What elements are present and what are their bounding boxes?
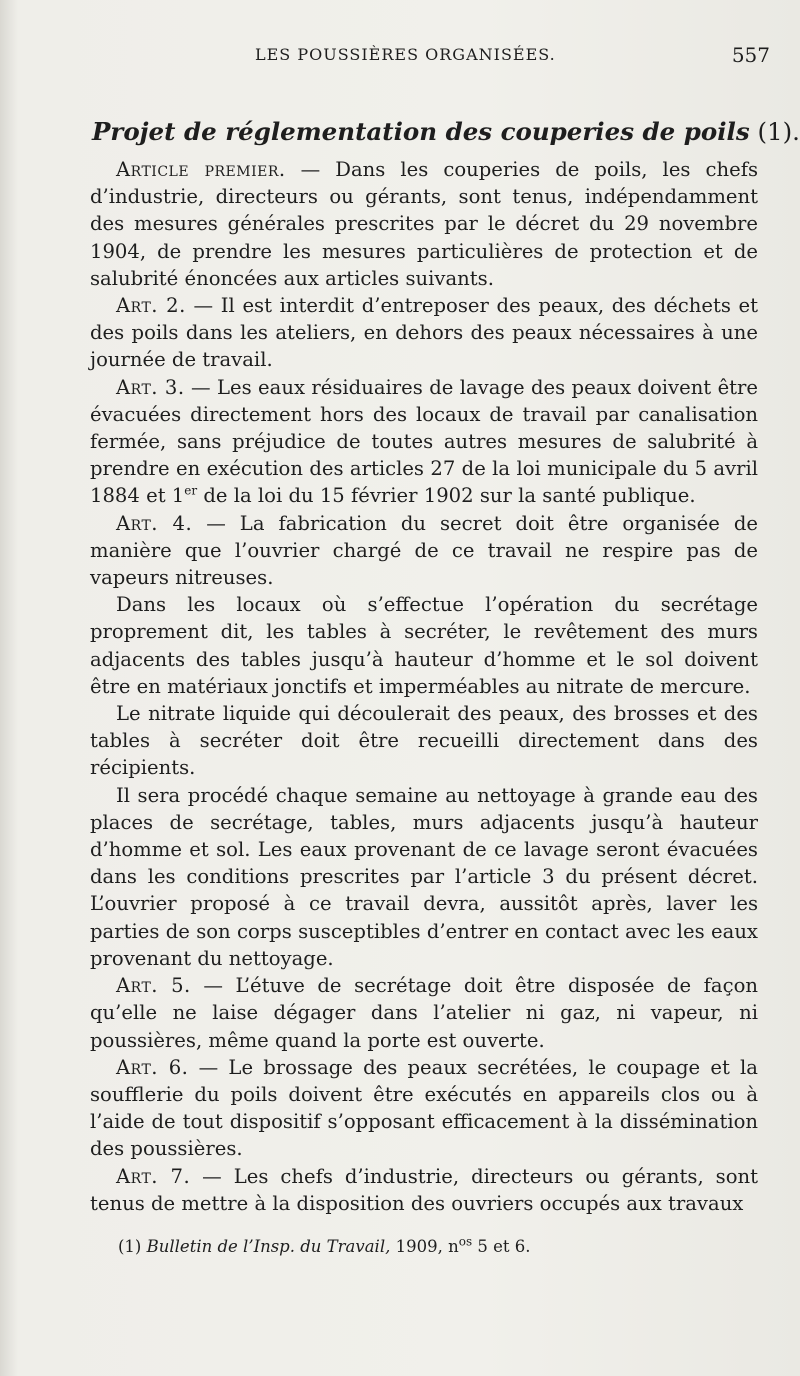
footnote-reference: (1).	[749, 117, 800, 146]
article-label: Art. 4.	[116, 511, 193, 535]
paragraph: Dans les locaux où s’effectue l’opération du secrétage proprement dit, les tables à secréter, le revêtement des murs adjacents des tables jusqu’à hauteur d’homme et le sol doivent être en matériaux jonctifs et imperméables au nitrate de mercure.	[90, 593, 758, 698]
article-text: — Dans les couperies de poils, les chefs d’industrie, directeurs ou gérants, sont tenus, indépendamment des mesures générales prescrites par le décret du 29 novembre 1904, de prendre les mesures particulières de protection et de salubrité énoncées aux articles suivants.	[90, 158, 759, 290]
article-text: — Le brossage des peaux secrétées, le coupage et la soufflerie du poils doivent être exécutés en appareils clos ou à l’aide de tout dispositif s’opposant efficacement à la dissémination des poussières.	[90, 1055, 758, 1161]
article-label: Art. 7.	[116, 1164, 191, 1188]
paragraph: Il sera procédé chaque semaine au nettoyage à grande eau des places de secrétage, tables, murs adjacents jusqu’à hauteur d’homme et sol. Les eaux provenant de ce lavage seront évacuées dans les conditions prescrites par l’article 3 du présent décret. L’ouvrier proposé à ce travail devra, aussitôt après, laver les parties de son corps susceptibles d’entrer en contact avec les eaux provenant du nettoyage.	[90, 783, 758, 970]
footnote-source: Bulletin de l’Insp. du Travail,	[146, 1237, 391, 1256]
superscript: os	[458, 1234, 473, 1249]
article-5	[90, 972, 758, 1054]
article-1	[90, 156, 758, 292]
article-text: — L’étuve de secrétage doit être disposée de façon qu’elle ne laise dégager dans l’atelier ni gaz, ni vapeur, ni poussières, même quand la porte est ouverte.	[90, 974, 759, 1052]
article-2	[90, 292, 758, 374]
article-text: — Les chefs d’industrie, directeurs ou gérants, sont tenus de mettre à la disposition des ouvriers occupés aux travaux	[90, 1164, 759, 1215]
article-text: — Les eaux résiduaires de lavage des peaux doivent être évacuées directement hors des locaux de travail par canalisation fermée, sans préjudice de toutes autres mesures de salubrité à prendre en exécution des articles 27 de la loi municipale du 5 avril 1884 et 1	[90, 375, 759, 508]
footnote	[118, 1234, 758, 1256]
article-label: Art. 2.	[116, 294, 186, 318]
running-header	[255, 43, 770, 67]
footnote-rest: 5 et 6.	[472, 1237, 531, 1256]
page-number: 557	[731, 43, 770, 67]
article-label: Art. 3.	[116, 375, 185, 399]
article-label: Article premier.	[116, 158, 286, 181]
article-7	[90, 1163, 758, 1217]
article-4	[90, 510, 758, 592]
article-text: — La fabrication du secret doit être organisée de manière que l’ouvrier chargé de ce travail ne respire pas de vapeurs nitreuses.	[90, 511, 759, 590]
article-6	[90, 1054, 758, 1163]
running-title: LES POUSSIÈRES ORGANISÉES.	[255, 45, 556, 64]
paragraph: Le nitrate liquide qui découlerait des peaux, des brosses et des tables à secréter doit être recueilli directement dans des récipients.	[90, 702, 758, 780]
section-title-text: Projet de réglementation des couperies de poils	[92, 117, 750, 146]
article-text: de la loi du 15 février 1902 sur la santé publique.	[197, 484, 696, 508]
body-text	[90, 156, 758, 1217]
article-label: Art. 6.	[116, 1055, 189, 1079]
article-3	[90, 374, 758, 510]
footnote-mark: (1)	[118, 1237, 142, 1256]
superscript: er	[184, 483, 198, 498]
section-title	[92, 117, 800, 146]
footnote-year: 1909, n	[390, 1237, 459, 1256]
article-text: — Il est interdit d’entreposer des peaux, des déchets et des poils dans les ateliers, en dehors des peaux nécessaires à une journée de travail.	[90, 294, 758, 372]
article-label: Art. 5.	[116, 974, 191, 998]
